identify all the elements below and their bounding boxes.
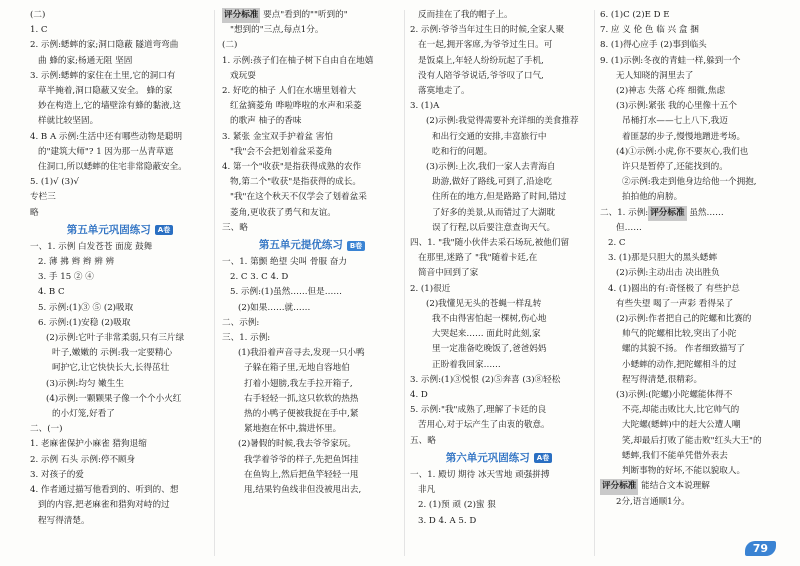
answer-line bbox=[222, 422, 402, 437]
section-banner bbox=[410, 450, 588, 467]
answer-line bbox=[30, 54, 210, 69]
answer-text: 戏玩耍 bbox=[230, 70, 256, 81]
answer-text: 虽然…… bbox=[686, 207, 724, 218]
answer-text: 4. D bbox=[410, 390, 428, 401]
answer-text: 大哭起来…… 面此时此刻,家 bbox=[432, 329, 541, 340]
answer-line bbox=[222, 331, 402, 346]
answer-text: (3)示例:(陀螺)小陀螺能体得不 bbox=[616, 390, 733, 401]
answer-line bbox=[600, 175, 780, 190]
answer-line bbox=[30, 468, 210, 483]
answer-text: 是饭桌上,年轻人纷纷玩起了手机, bbox=[418, 55, 544, 66]
answer-line bbox=[222, 84, 402, 99]
answer-line bbox=[222, 221, 402, 236]
answer-text: 程写得清楚。 bbox=[38, 515, 90, 526]
answer-text: 螺的其貌不扬。 作者细致描写了 bbox=[622, 344, 746, 355]
answer-text: 误了行程,以后要注意查询天气。 bbox=[432, 222, 556, 233]
answer-text: (2)暑假的时候,我去爷爷家玩。 bbox=[238, 439, 357, 450]
answer-line bbox=[222, 377, 402, 392]
answer-text: 草半掩着,洞口隐蔽又安全。 蜂的家 bbox=[38, 86, 173, 97]
column-divider bbox=[214, 10, 215, 556]
answer-text: 略 bbox=[30, 207, 39, 218]
answer-text: 2. 示例:爷爷当年过生日的时候,全家人聚 bbox=[410, 25, 565, 36]
answer-text: 6. (1)C (2)E D E bbox=[600, 10, 670, 20]
difficulty-badge: B卷 bbox=[347, 241, 365, 251]
answer-text: (3)示例:均匀 嫩生生 bbox=[46, 378, 124, 389]
answer-line bbox=[600, 8, 780, 23]
scoring-criteria-label: 评分标准 bbox=[648, 206, 686, 221]
answer-text: 大陀螺(蟋蟀)中的赶大公遭人嘲 bbox=[622, 420, 741, 431]
answer-line bbox=[30, 422, 210, 437]
answer-line bbox=[30, 99, 210, 114]
answer-line bbox=[600, 190, 780, 205]
answer-line bbox=[600, 418, 780, 433]
answer-text: 判断事物的好坏,不能以貌取人。 bbox=[622, 466, 746, 477]
answer-text: 吃和行的问题。 bbox=[432, 146, 493, 157]
answer-text: 了好多的美景,从而错过了大湖耽 bbox=[432, 207, 556, 218]
answer-text: 小蟋蟀的动作,把陀螺相斗的过 bbox=[622, 359, 737, 370]
answer-line bbox=[600, 327, 780, 342]
answer-line bbox=[600, 297, 780, 312]
answer-line bbox=[600, 266, 780, 281]
answer-line bbox=[222, 23, 402, 38]
answer-line bbox=[410, 312, 588, 327]
answer-text: 蟋蟀,我们不能单凭借外表去 bbox=[622, 450, 728, 461]
section-banner bbox=[222, 237, 402, 254]
answer-line bbox=[410, 358, 588, 373]
column-1 bbox=[30, 8, 210, 529]
answer-line bbox=[30, 130, 210, 145]
answer-line bbox=[222, 206, 402, 221]
answer-line bbox=[600, 114, 780, 129]
answer-line bbox=[600, 221, 780, 236]
answer-text: 8. (1)得心应手 (2)事到临头 bbox=[600, 40, 707, 51]
answer-text: 程写得清楚,很精彩。 bbox=[622, 374, 703, 385]
answer-text: 2. (1)很近 bbox=[410, 283, 451, 294]
answer-text: 物,第二个"收获"是指获得的成长。 bbox=[230, 177, 361, 188]
answer-line bbox=[222, 175, 402, 190]
answer-line bbox=[410, 498, 588, 513]
answer-text: 5. (1)√ (3)√ bbox=[30, 177, 79, 188]
answer-text: 5. 示例:(1)虽然……但是…… bbox=[230, 287, 342, 298]
answer-text: 3. 示例:(1)③悦恨 (2)⑤奔喜 (3)⑧轻松 bbox=[410, 374, 561, 385]
answer-line bbox=[600, 434, 780, 449]
answer-line bbox=[222, 483, 402, 498]
answer-text: 3. 手 15 ② ④ bbox=[38, 272, 94, 283]
answer-text: 4. B A 示例:生活中还有哪些动物是聪明 bbox=[30, 131, 183, 142]
answer-text: 帅气的陀螺相比较,突出了小陀 bbox=[622, 329, 737, 340]
answer-text: 我学着爷爷的样子,先把鱼饵挂 bbox=[244, 454, 359, 465]
answer-text: 5. 示例:(1)③ ⑤ (2)吸取 bbox=[38, 302, 134, 313]
answer-line bbox=[600, 464, 780, 479]
section-title: 第五单元提优练习 bbox=[258, 238, 343, 251]
answer-line bbox=[30, 23, 210, 38]
answer-line bbox=[222, 270, 402, 285]
answer-text: 3. 紧张 金宝双手护着盆 害怕 bbox=[222, 131, 333, 142]
answer-line bbox=[30, 270, 210, 285]
scoring-criteria-label: 评分标准 bbox=[600, 479, 638, 494]
answer-text: 无人知晓的洞里去了 bbox=[616, 70, 694, 81]
difficulty-badge: A卷 bbox=[155, 225, 173, 235]
answer-text: 曲 蜂的家;杨通无阻 坚固 bbox=[38, 55, 133, 66]
answer-text: "我"在这个秋天不仅学会了划着盆采 bbox=[230, 192, 367, 203]
answer-text: 2. 薄 拂 辫 辫 辨 辨 bbox=[38, 257, 115, 268]
answer-text: 能结合文本说理解 bbox=[638, 481, 710, 492]
answer-text: 三、1. 示例: bbox=[222, 333, 271, 344]
answer-line bbox=[600, 449, 780, 464]
answer-text: 有些失望 喝了一声彩 看得呆了 bbox=[616, 298, 734, 309]
section-banner bbox=[30, 222, 210, 239]
answer-line bbox=[600, 160, 780, 175]
answer-line bbox=[30, 331, 210, 346]
answer-text: 在一起,拥开客席,为爷爷过生日。可 bbox=[418, 40, 553, 51]
answer-text: 简音中回到了家 bbox=[418, 268, 479, 279]
answer-text: 紧地抱在怀中,揣进怀里。 bbox=[244, 424, 342, 435]
answer-line bbox=[600, 388, 780, 403]
answer-line bbox=[600, 145, 780, 160]
answer-text: 2. C bbox=[608, 238, 626, 249]
answer-text: 落寞地走了。 bbox=[418, 86, 470, 97]
answer-line bbox=[410, 160, 588, 175]
answer-line bbox=[222, 160, 402, 175]
answer-text: 2. (1)预 顽 (2)蜜 狠 bbox=[418, 500, 496, 511]
answer-line bbox=[410, 434, 588, 449]
answer-line bbox=[222, 437, 402, 452]
answer-line bbox=[410, 327, 588, 342]
answer-text: 红盆摘菱角 哗啦哗啦的水声和采菱 bbox=[230, 101, 362, 112]
answer-text: (2)示例:主动出击 决出胜负 bbox=[616, 268, 720, 279]
answer-line bbox=[222, 392, 402, 407]
answer-text: 和出行交通的安排,丰富旅行中 bbox=[432, 131, 547, 142]
answer-text: 拍拍他的肩膀。 bbox=[622, 192, 683, 203]
answer-text: 但…… bbox=[616, 222, 642, 233]
answer-text: 助游,做好了路线,可到了,沿途吃 bbox=[432, 177, 552, 188]
answer-line bbox=[30, 175, 210, 190]
answer-line bbox=[30, 437, 210, 452]
answer-text: 2分,语言通顺1分。 bbox=[616, 496, 690, 507]
answer-text: 1. 老麻雀保护小麻雀 猎狗退缩 bbox=[30, 439, 147, 450]
answer-text: 打着小翅膀,我左手拉开箱子, bbox=[244, 378, 353, 389]
answer-line bbox=[600, 130, 780, 145]
answer-text: 3. (1)那是只胆大的黑头蟋蟀 bbox=[608, 253, 718, 264]
answer-line bbox=[30, 206, 210, 221]
answer-line bbox=[30, 8, 210, 23]
answer-line bbox=[600, 251, 780, 266]
answer-text: 叶子,嫩嫩的 示例:我一定要精心 bbox=[52, 348, 173, 359]
answer-text: 2. 示例 石头 示例:停不顾身 bbox=[30, 454, 136, 465]
answer-text: (二) bbox=[222, 40, 238, 51]
answer-line bbox=[410, 483, 588, 498]
answer-text: 在鱼钩上,然后把鱼竿轻轻一甩 bbox=[244, 469, 359, 480]
answer-line bbox=[30, 145, 210, 160]
difficulty-badge: A卷 bbox=[534, 453, 552, 463]
answer-text: 3. (1)A bbox=[410, 101, 440, 112]
scoring-criteria-label: 评分标准 bbox=[222, 8, 260, 23]
answer-text: 我不由得害怕起一棵树,伤心地 bbox=[432, 314, 547, 325]
answer-text: 二、(一) bbox=[30, 424, 63, 435]
answer-text: 2. C 3. C 4. D bbox=[230, 272, 289, 283]
column-divider bbox=[594, 10, 595, 556]
answer-line bbox=[600, 282, 780, 297]
answer-text: 住所在的地方,但是路路了时间,错过 bbox=[432, 192, 567, 203]
answer-text: 4. 作者通过描写他看到的、听到的、想 bbox=[30, 485, 179, 496]
answer-line bbox=[30, 301, 210, 316]
answer-line bbox=[410, 388, 588, 403]
answer-text: 笑,却最后打败了能击败"红头大王"的 bbox=[622, 435, 762, 446]
answer-line bbox=[222, 130, 402, 145]
answer-line bbox=[222, 407, 402, 422]
answer-text: (4)示例:一颗颗果子像一个个小火红 bbox=[46, 393, 182, 404]
answer-text: "我"会不会把划着盆采菱角 bbox=[230, 146, 333, 157]
answer-text: 二、示例: bbox=[222, 317, 260, 328]
answer-line bbox=[600, 312, 780, 327]
answer-line bbox=[30, 377, 210, 392]
answer-line bbox=[410, 84, 588, 99]
answer-text: (1)我沿着声音寻去,发现一只小鸭 bbox=[238, 348, 365, 359]
answer-text: 五、略 bbox=[410, 435, 436, 446]
answer-text: 要点"看到的""听到的" bbox=[260, 10, 348, 20]
answer-line bbox=[600, 479, 780, 494]
answer-line bbox=[30, 190, 210, 205]
answer-text: 4. 第一个"收获"是指获得成熟的农作 bbox=[222, 162, 362, 173]
answer-line bbox=[222, 301, 402, 316]
answer-line bbox=[222, 316, 402, 331]
answer-line bbox=[30, 160, 210, 175]
answer-text: ②示例:我走到他身边给他一个拥抱, bbox=[622, 177, 757, 188]
answer-line bbox=[410, 38, 588, 53]
answer-text: 3. D 4. A 5. D bbox=[418, 515, 477, 526]
answer-line bbox=[30, 38, 210, 53]
answer-line bbox=[410, 8, 588, 23]
answer-line bbox=[222, 361, 402, 376]
answer-text: 2. 示例:蟋蟀的家;洞口隐蔽 隧道弯弯曲 bbox=[30, 40, 179, 51]
answer-text: (2)示例:作者把自己的陀螺和比赛的 bbox=[616, 314, 752, 325]
answer-text: 2. 好吃的柚子 人们在水塘里划着大 bbox=[222, 86, 356, 97]
answer-line bbox=[600, 403, 780, 418]
answer-text: 5. 示例:"我"成熟了,理解了卡廷的良 bbox=[410, 405, 547, 416]
answer-line bbox=[410, 145, 588, 160]
answer-text: 子躲在箱子里,无地自容地伯 bbox=[244, 363, 350, 374]
answer-line bbox=[600, 206, 780, 221]
answer-line bbox=[410, 251, 588, 266]
answer-text: 反而挂在了我的帽子上。 bbox=[418, 10, 513, 20]
answer-text: "想到的"三点,每点1分。 bbox=[230, 25, 324, 36]
answer-line bbox=[410, 418, 588, 433]
column-4 bbox=[600, 8, 780, 510]
answer-text: 里一定准备吃晚饭了,爸爸妈妈 bbox=[432, 344, 547, 355]
answer-line bbox=[410, 266, 588, 281]
answer-line bbox=[222, 453, 402, 468]
answer-line bbox=[222, 99, 402, 114]
answer-text: 着匪瑟的步子,慢慢地蹭进考场。 bbox=[622, 131, 746, 142]
answer-line bbox=[410, 99, 588, 114]
answer-line bbox=[410, 468, 588, 483]
answer-line bbox=[30, 114, 210, 129]
answer-line bbox=[410, 206, 588, 221]
answer-line bbox=[600, 23, 780, 38]
answer-text: 住洞口,所以蟋蟀的住宅非常隐蔽安全。 bbox=[38, 162, 187, 173]
answer-line bbox=[30, 361, 210, 376]
answer-text: 菱角,更收获了勇气和友谊。 bbox=[230, 207, 336, 218]
page-number: 79 bbox=[745, 541, 776, 556]
answer-text: 3. 对孩子的爱 bbox=[30, 469, 84, 480]
answer-line bbox=[600, 54, 780, 69]
answer-text: 9. (1)示例:冬夜的青蛙一样,躲到一个 bbox=[600, 55, 741, 66]
answer-line bbox=[30, 69, 210, 84]
answer-text: 妙在构造上,它的墙壁涂有蜂的黏液,这 bbox=[38, 101, 181, 112]
answer-text: 4. (1)圆出的有:奇怪极了 有些护总 bbox=[608, 283, 740, 294]
answer-line bbox=[222, 69, 402, 84]
answer-text: (3)示例:上次,我们一家人去青海自 bbox=[426, 162, 556, 173]
answer-text: 吊桶打水——七上八下,我迈 bbox=[622, 116, 728, 127]
answer-text: 一、1. 第颤 绝望 尖叫 骨服 奋力 bbox=[222, 257, 347, 268]
answer-text: 到的内容,把老麻雀和猎狗对峙的过 bbox=[38, 500, 170, 511]
answer-line bbox=[30, 255, 210, 270]
answer-text: 没有人陪爷爷说话,爷爷叹了口气, bbox=[418, 70, 544, 81]
answer-line bbox=[222, 8, 402, 23]
answer-line bbox=[410, 297, 588, 312]
column-2 bbox=[222, 8, 402, 498]
answer-line bbox=[600, 69, 780, 84]
answer-text: (2)如果……就…… bbox=[238, 302, 311, 313]
answer-prefix: 二、1. 示例: bbox=[600, 207, 649, 218]
section-title: 第五单元巩固练习 bbox=[66, 223, 151, 236]
answer-line bbox=[600, 358, 780, 373]
answer-text: 样就比较坚固。 bbox=[38, 116, 99, 127]
answer-line bbox=[222, 468, 402, 483]
answer-line bbox=[30, 407, 210, 422]
answer-line bbox=[222, 38, 402, 53]
answer-line bbox=[410, 373, 588, 388]
answer-line bbox=[600, 99, 780, 114]
answer-line bbox=[410, 190, 588, 205]
answer-line bbox=[410, 69, 588, 84]
answer-text: 的小灯笼,好看了 bbox=[52, 409, 115, 420]
answer-line bbox=[410, 282, 588, 297]
answer-text: (2)我懂见无头的苍蝇一样乱转 bbox=[426, 298, 542, 309]
answer-text: 3. 示例:蟋蟀的家住在土里,它的洞口有 bbox=[30, 70, 176, 81]
answer-text: (4)①示例:小虎,你不要灰心,我们也 bbox=[616, 146, 749, 157]
answer-text: 一、1. 示例 白发苍苍 面庞 鼓舞 bbox=[30, 241, 153, 252]
answer-line bbox=[410, 236, 588, 251]
answer-line bbox=[600, 236, 780, 251]
answer-line bbox=[222, 54, 402, 69]
answer-text: 6. 示例:(1)安稳 (2)吸取 bbox=[38, 317, 131, 328]
answer-text: 右手轻轻一抓,这只软软的热热 bbox=[244, 393, 359, 404]
answer-line bbox=[30, 498, 210, 513]
answer-line bbox=[30, 483, 210, 498]
answer-line bbox=[30, 240, 210, 255]
answer-line bbox=[30, 316, 210, 331]
answer-line bbox=[600, 373, 780, 388]
column-divider bbox=[404, 10, 405, 556]
answer-text: 四、1. "我"随小伙伴去采石场玩,被他们留 bbox=[410, 238, 570, 249]
answer-text: (2)示例:我觉得需要补充详细的美食推荐 bbox=[426, 116, 579, 127]
answer-text: (2)神志 失落 心疼 细微,焦虑 bbox=[616, 86, 726, 97]
answer-line bbox=[30, 285, 210, 300]
answer-line bbox=[222, 145, 402, 160]
column-3 bbox=[410, 8, 588, 529]
answer-text: 正盼着我回家…… bbox=[432, 359, 501, 370]
answer-line bbox=[410, 342, 588, 357]
answer-line bbox=[410, 175, 588, 190]
answer-line bbox=[410, 221, 588, 236]
answer-line bbox=[222, 285, 402, 300]
answer-text: 一、1. 殿切 期待 冰天雪地 顽强拼搏 bbox=[410, 469, 550, 480]
answer-text: (2)示例:它叶子非常柔弱,只有三片绿 bbox=[46, 333, 185, 344]
answer-line bbox=[600, 84, 780, 99]
answer-text: 呵护它,让它快快长大,长得茁壮 bbox=[52, 363, 170, 374]
answer-line bbox=[222, 114, 402, 129]
answer-line bbox=[410, 54, 588, 69]
answer-line bbox=[222, 255, 402, 270]
answer-text: 的歌声 柚子的香味 bbox=[230, 116, 302, 127]
answer-text: 热的小鸭子便被我捉在手中,紧 bbox=[244, 409, 359, 420]
answer-text: (二) bbox=[30, 10, 46, 20]
answer-line bbox=[30, 453, 210, 468]
answer-line bbox=[410, 114, 588, 129]
section-title: 第六单元巩固练习 bbox=[445, 451, 530, 464]
answer-text: 苦用心,对于坛产生了由衷的敬意。 bbox=[418, 420, 550, 431]
answer-line bbox=[600, 342, 780, 357]
answer-text: 7. 应 义 伦 色 临 兴 盒 捆 bbox=[600, 25, 699, 36]
answer-text: 许只是暂停了,还能找到的。 bbox=[622, 162, 728, 173]
answer-line bbox=[30, 346, 210, 361]
answer-text: 1. 示例:孩子们在柚子树下自由自在地嬉 bbox=[222, 55, 374, 66]
answer-line bbox=[30, 514, 210, 529]
answer-line bbox=[410, 130, 588, 145]
answer-text: 4. B C bbox=[38, 287, 65, 298]
answer-line bbox=[222, 190, 402, 205]
answer-line bbox=[600, 38, 780, 53]
answer-text: 专栏三 bbox=[30, 192, 56, 203]
answer-text: 1. C bbox=[30, 25, 48, 36]
answer-line bbox=[600, 495, 780, 510]
answer-line bbox=[30, 392, 210, 407]
answer-text: 甩,结果钓鱼线非但没被甩出去, bbox=[244, 485, 362, 496]
answer-text: 在那里,迷路了 "我"随着卡廷,在 bbox=[418, 253, 538, 264]
answer-text: (3)示例:紧张 我的心里像十五个 bbox=[616, 101, 737, 112]
answer-line bbox=[30, 84, 210, 99]
answer-text: 三、略 bbox=[222, 222, 248, 233]
answer-text: 非凡 bbox=[418, 485, 436, 496]
answer-text: 不亮,却能击败比大,比它帅气的 bbox=[622, 405, 740, 416]
answer-line bbox=[410, 514, 588, 529]
answer-line bbox=[410, 23, 588, 38]
answer-line bbox=[410, 403, 588, 418]
answer-text: 的"建筑大师"? 1 因为那一丛青草遮 bbox=[38, 146, 174, 157]
answer-line bbox=[222, 346, 402, 361]
